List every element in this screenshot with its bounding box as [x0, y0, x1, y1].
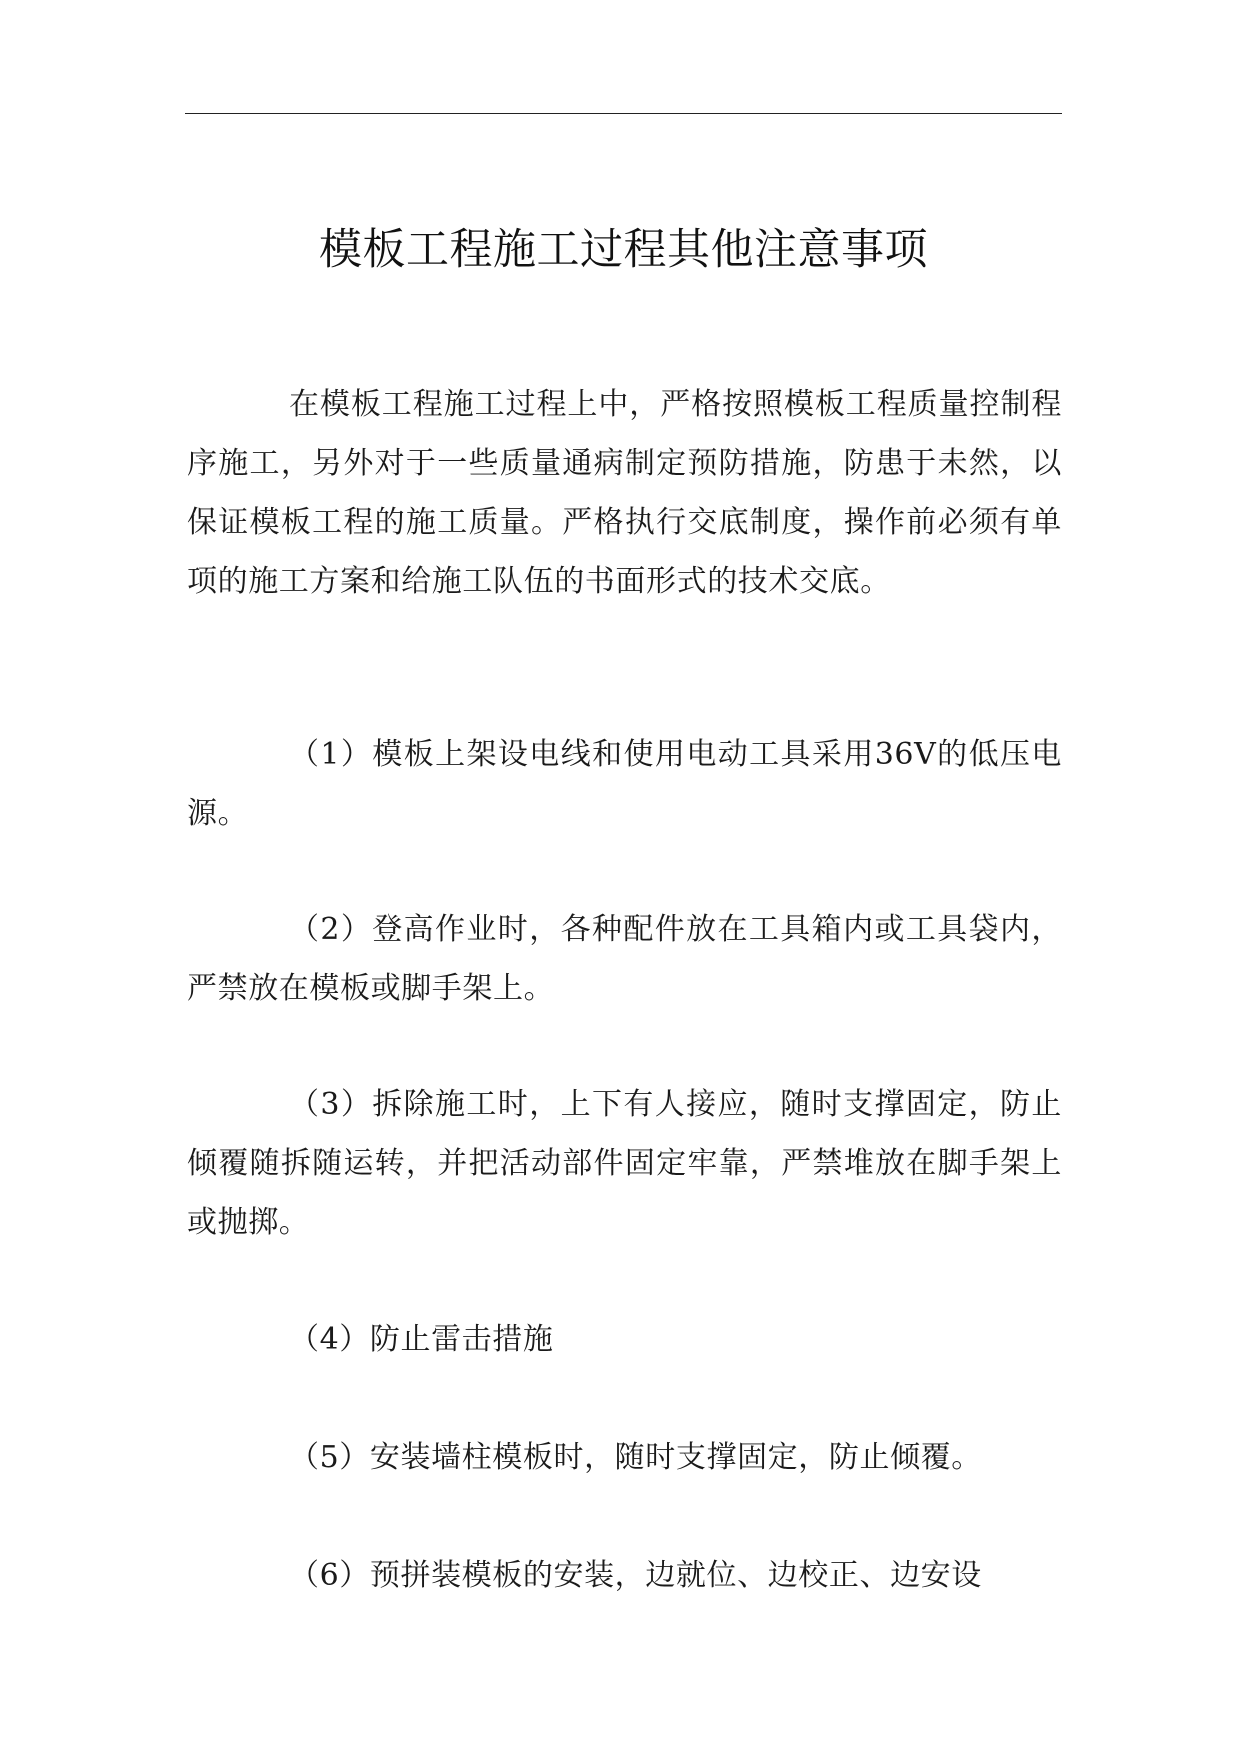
paragraph-intro: 在模板工程施工过程上中，严格按照模板工程质量控制程序施工，另外对于一些质量通病制定预防措施，防患于未然，以保证模板工程的施工质量。严格执行交底制度，操作前必须有单项的施工方案和给施工队伍的书面形式的技术交底。 [187, 387, 1062, 599]
paragraph-item-2: （2）登高作业时，各种配件放在工具箱内或工具袋内，严禁放在模板或脚手架上。 [187, 912, 1062, 1006]
document-title: 模板工程施工过程其他注意事项 [319, 225, 928, 275]
header-rule [185, 113, 1062, 114]
paragraph-item-4: （4）防止雷击措施 [289, 1322, 554, 1357]
paragraph-item-3: （3）拆除施工时，上下有人接应，随时支撑固定，防止倾覆随拆随运转，并把活动部件固定牢靠，严禁堆放在脚手架上或抛掷。 [187, 1087, 1062, 1240]
paragraph-item-5: （5）安装墙柱模板时，随时支撑固定，防止倾覆。 [289, 1440, 982, 1475]
paragraph-item-1: （1）模板上架设电线和使用电动工具采用36V的低压电源。 [187, 737, 1062, 831]
paragraph-item-6: （6）预拼装模板的安装，边就位、边校正、边安设 [289, 1558, 982, 1593]
